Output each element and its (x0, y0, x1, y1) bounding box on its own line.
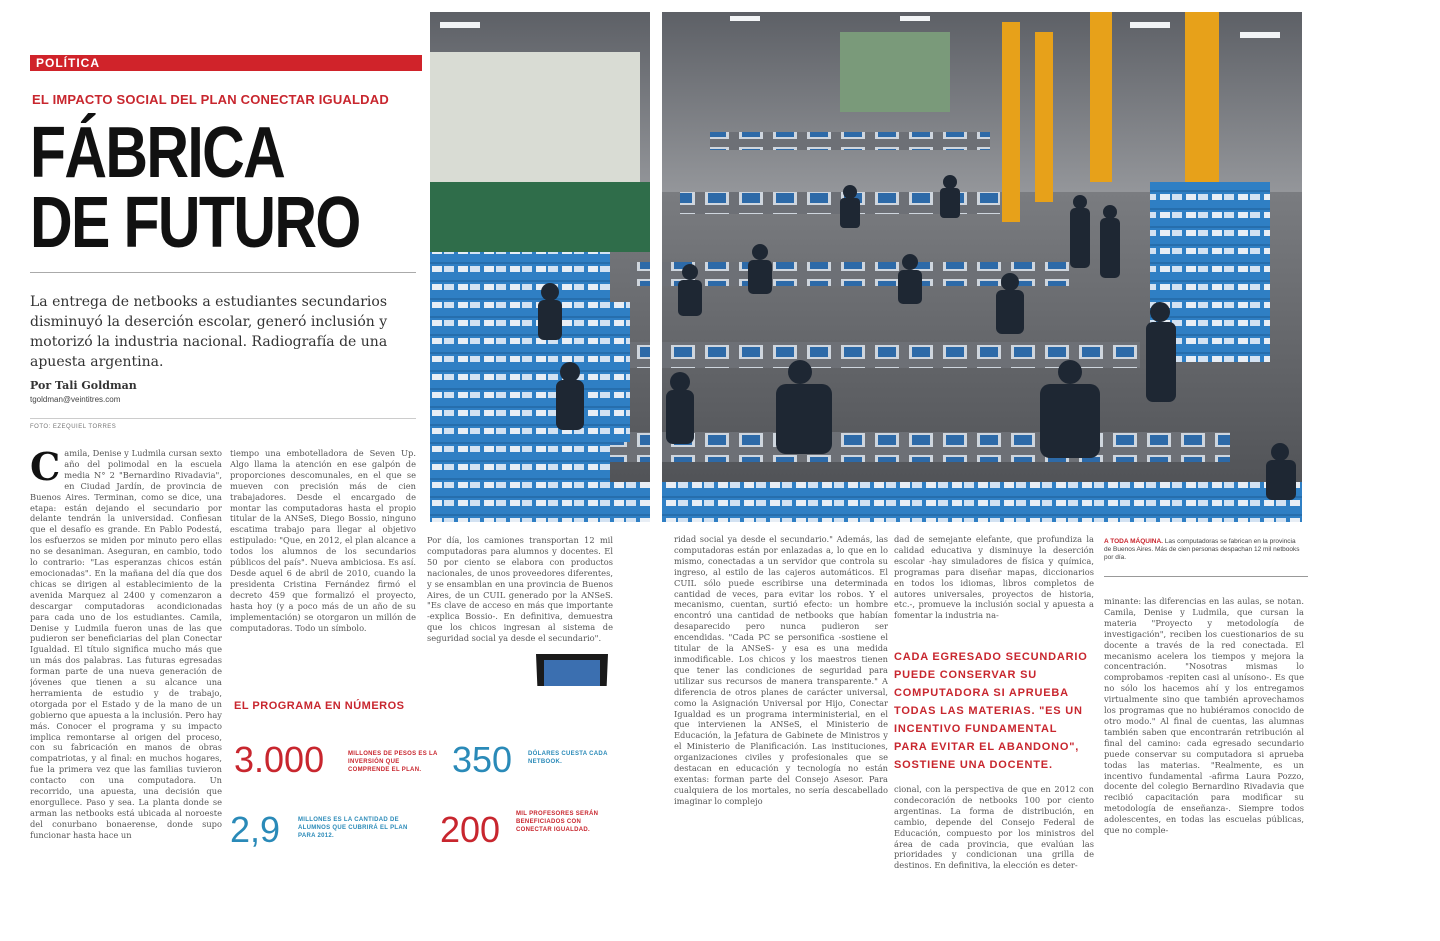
caption-lead: A TODA MÁQUINA. (1104, 538, 1163, 545)
deck: La entrega de netbooks a estudiantes secundarios disminuyó la deserción escolar, generó inclusión y motorizó la industria nacional. Radiografía de una apuesta argentina. (30, 294, 388, 370)
stats-box (226, 686, 630, 868)
box-row (430, 482, 1302, 522)
stat-label: MILLONES DE PESOS ES LA INVERSIÓN QUE COMPRENDE EL PLAN. (348, 751, 438, 773)
body-column-2: tiempo una embotelladora de Seven Up. Algo llama la atención en ese galpón de proporciones descomunales, en el que se mueven con precisión más de cien trabajadores. Desde el encargado de montar las computadoras hasta el propio titular de la ANSeS, Diego Bossio, ninguno escatima trabajo para llegar al objetivo estipulado: "Que, en 2012, el plan alcance a todos los alumnos de los secundarios públicos del país". Nueva ambiciosa. Es así. Desde aquel 6 de abril de 2010, cuando la presidenta Cristina Fernández firmó el decreto 459 que formalizó el proyecto, hasta hoy (y a poco más de un año de su implementación) se otorgaron un millón de computadoras. Todo un símbolo. (230, 448, 416, 633)
yellow-pillar (1035, 32, 1053, 202)
assembly-line (710, 132, 990, 150)
photo-caption (1104, 538, 1300, 562)
body-column-1 (30, 448, 222, 870)
headline-line-2: DE FUTURO (30, 183, 360, 263)
headline-line-1: FÁBRICA (30, 113, 285, 193)
body-column-3: Por día, los camiones transportan 12 mil computadoras para alumnos y docentes. El 50 por ciento se elabora con productos nacionales, de unos proveedores diferentes, y se ensamblan en una provincia de Buenos Aires, de un CUIL generado por la ANSeS. "Es clave de acceso en más que importante -explica Bossio-. En definitiva, demuestra que los chicos ingresan al sistema de seguridad social ya desde el secundario". (427, 535, 613, 644)
stat-label: MILLONES ES LA CANTIDAD DE ALUMNOS QUE CUBRIRÁ EL PLAN PARA 2012. (298, 817, 408, 839)
section-tag: POLÍTICA (30, 55, 422, 71)
photo-credit: FOTO: EZEQUIEL TORRES (30, 424, 117, 430)
stat-label: DÓLARES CUESTA CADA NETBOOK. (528, 751, 608, 765)
divider (30, 272, 416, 273)
kicker: EL IMPACTO SOCIAL DEL PLAN CONECTAR IGUALDAD (32, 92, 389, 107)
assembly-line (530, 432, 1230, 462)
factory-photo (430, 12, 1302, 522)
divider (30, 418, 416, 419)
stat-number: 3.000 (234, 739, 325, 780)
byline: Por Tali Goldman (30, 379, 137, 392)
body-column-6: minante: las diferencias en las aulas, se notan. Camila, Denise y Ludmila, que cursan la materia "Proyecto y metodología de investigación", reciben los cuestionarios de su docente a través de la red conectada. El mecanismo acelera los tiempos y mejora la concentración. "Nosotras mismas lo comprobamos -repiten casi al unísono-. Es que no sólo los hacemos ahí y los entregamos virtualmente sino que también aprovechamos los programas que no hubiéramos conocido de otro modo." Al final de cuentas, las alumnas también saben que encontrarán retribución al final del camino: cada egresado secundario puede conservar su computadora si aprueba todas las materias. "Realmente, es un incentivo fundamental -afirma Laura Pozzo, docente del colegio Bernardino Rivadavia que recibió capacitación para modificar su metodología de enseñanza-. Siempre todos adolescentes, en todas las escuelas públicas, que no comple- (1104, 596, 1304, 836)
pull-quote: CADA EGRESADO SECUNDARIO PUEDE CONSERVAR SU COMPUTADORA SI APRUEBA TODAS LAS MATERIAS. "ES UN INCENTIVO FUNDAMENTAL PARA EVITAR EL ABANDONO", SOSTIENE UNA DOCENTE. (894, 651, 1088, 771)
body-text: amila, Denise y Ludmila cursan sexto año del polimodal en la escuela media N° 2 "Bernardino Rivadavia", en Ciudad Jardín, de provincia de Buenos Aires. Terminan, como se dice, una etapa: están dejando el secundario por delante tendrán la universidad. Confiesan que el desafío es grande. En Pablo Podestá, los esfuerzos se miden por minuto pero ellas no se desaniman. Aseguran, en cambio, todo lo contrario: "Las esperanzas chicos están emocionadas". En la mañana del día que dos chicas se dirigen al establecimiento de la avenida Marquez al 2400 y comenzaron a descargar computadoras acondicionadas para cada uno de los estudiantes. Camila, Denise y Ludmila fueron unas de las que pudieron ser beneficiarias del plan Conectar Igualdad. El título significa mucho más que un más dos palabras. Las futuras egresadas forman parte de una nueva generación de jóvenes que tienen a su alcance una herramienta de estudio y de trabajo, otorgada por el Estado y de la mano de un gobierno que apuesta a la inclusión. Pero hay más. Conocer el programa y su impacto implica remontarse al origen del proceso, con su fabricación en manos de obras compatriotas, y al final: en muchos hogares, fue la primera vez que las familias tuvieron contacto con una computadora. Un recorrido, una apuesta, una decisión que enorgullece. Paso y sea. La planta donde se arman las netbooks está ubicada al noroeste del conurbano bonaerense, donde supo funcionar hasta hace un (30, 448, 222, 840)
yellow-pillar (1090, 12, 1112, 182)
green-wall (430, 182, 650, 252)
factory-illustration (430, 12, 1302, 522)
divider (1104, 576, 1308, 577)
body-column-4: ridad social ya desde el secundario." Además, las computadoras están por enlazadas a, lo que en lo mismo, conectadas a un servidor que controla su ingreso, al estilo de las cajeros automáticos. El CUIL sólo puede escribirse una determinada cantidad de veces, para evitar los robos. Y el mecanismo, cuentan, surtió efecto: un hombre encontró una cantidad de netbooks que habían desaparecido pero nunca pudieron ser encendidas. "Cada PC se personifica -sostiene el titular de la ANSeS- y esa es una medida inmodificable. Los chicos y los maestros tienen que tener las condiciones de seguridad para utilizar sus recursos de manera transparente." A diferencia de otros planes de carácter universal, como la Asignación Universal por Hijo, Conectar Igualdad es un programa interministerial, en el que intervienen la ANSeS, el Ministerio de Educación, la Jefatura de Gabinete de Ministros y el Ministerio de Planificación. Las instituciones, organizaciones civiles y profesionales que se destacan en educación y tecnología no están exentas: forman parte del Consejo Asesor. Para cualquiera de los mortales, no sería descabellado imaginar lo complejo (674, 534, 888, 806)
stat-number: 350 (452, 739, 513, 780)
assembly-line (580, 342, 1140, 368)
caption-text: Las computadoras se fabrican en la provincia de Buenos Aires. Más de cien personas despachan 12 mil netbooks por día. (1104, 538, 1300, 561)
banner (840, 32, 950, 112)
yellow-pillar (1002, 22, 1020, 222)
page-gutter (650, 12, 662, 522)
stat-number: 200 (440, 809, 501, 850)
drop-cap: C (30, 448, 61, 489)
stat-number: 2,9 (230, 809, 281, 850)
stats-title: EL PROGRAMA EN NÚMEROS (234, 700, 405, 712)
author-email: tgoldman@veintitres.com (30, 395, 121, 404)
stat-label: MIL PROFESORES SERÁN BENEFICIADOS CON CONECTAR IGUALDAD. (516, 811, 599, 833)
body-column-5-bottom: cional, con la perspectiva de que en 2012 con condecoración de netbooks 100 por ciento argentinas. La forma de distribución, en cambio, depende del Consejo Federal de Educación, compuesto por los ministros del área de cada provincia, que evalúan las prioridades y condicionan una grilla de destinos. En definitiva, la elección es deter- (894, 784, 1094, 871)
headline (30, 113, 360, 263)
body-column-5-top: dad de semejante elefante, que profundiza la calidad educativa y disminuye la deserción escolar -hay simuladores de física y química, programas para diseñar mapas, diccionarios en todos los idiomas, libros completos de autores universales, proyectos de historia, etc.-, promueve la inclusión social y apuesta a fomentar la industria na- (894, 534, 1094, 621)
